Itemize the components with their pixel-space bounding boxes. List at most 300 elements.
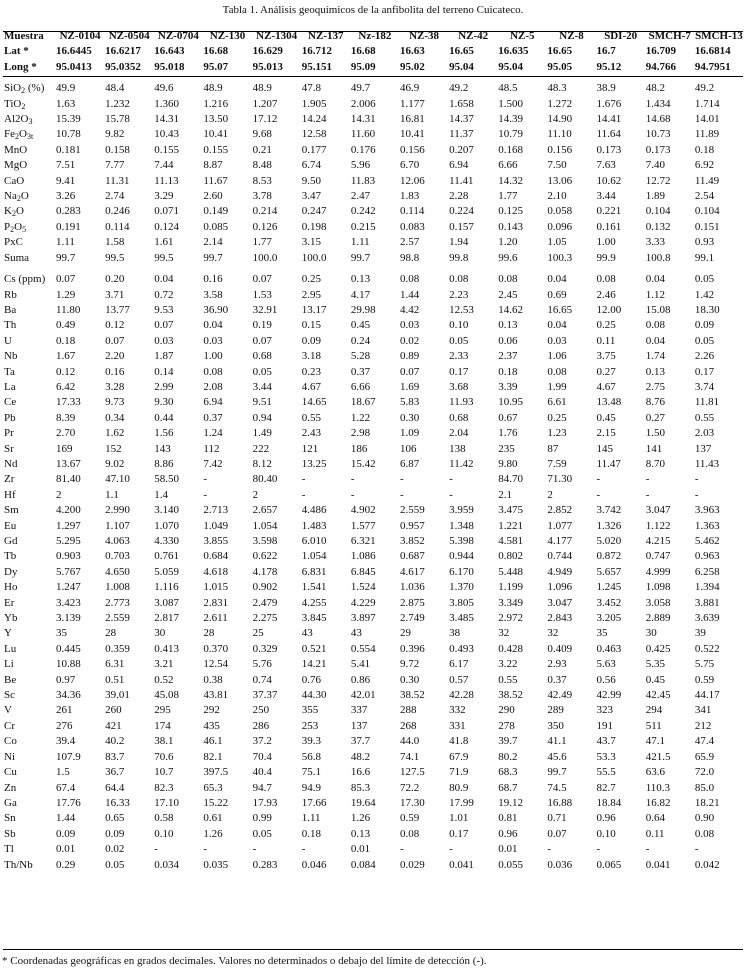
table-cell: 1.01 [449,812,469,825]
table-cell: 186 [350,442,368,455]
table-cell: 0.428 [498,642,524,655]
table-cell: 0.55 [498,673,518,686]
table-cell: 1.29 [56,288,76,301]
table-cell: 0.02 [399,334,420,347]
table-cell: 16.65 [547,303,573,316]
table-cell: 0.13 [350,273,371,286]
table-cell: 295 [154,704,171,717]
table-cell: 14.62 [498,303,524,316]
table-cell: 9.51 [252,396,272,409]
row-label [3,189,55,204]
table-cell: 12.58 [301,128,327,141]
table-cell: 6.845 [350,565,376,578]
major-oxide-row [3,81,743,96]
table-cell: 2.14 [203,236,223,249]
table-cell: 1.58 [105,236,125,249]
table-cell: 85.3 [350,781,371,794]
table-cell: 5.41 [350,658,371,671]
table-cell: 0.51 [105,673,125,686]
table-cell: 260 [105,704,122,717]
row-label: Pb [4,411,16,424]
table-cell: 0.07 [252,273,272,286]
table-cell: 0.65 [105,812,125,825]
table-cell: 37.7 [350,735,371,748]
table-cell: 5.96 [350,159,371,172]
table-cell: - [547,843,552,856]
table-cell: 3.855 [203,535,229,547]
table-cell: 2.10 [547,190,567,203]
table-cell: 2.559 [399,504,425,517]
table-cell: 0.191 [56,220,81,233]
table-cell: 4.67 [596,380,616,393]
table-cell: 1.500 [498,97,524,110]
table-cell: 14.32 [498,174,524,187]
table-cell: 1.12 [645,288,665,301]
table-cell: 6.66 [350,380,371,393]
table-cell: 0.96 [596,812,616,825]
oxide-formula-part: MgO [4,159,28,172]
row-label: Er [4,596,15,609]
table-cell: 81.40 [56,473,81,486]
table-cell: 143 [154,442,171,455]
table-cell: 16.65 [547,45,573,58]
table-cell: 9.53 [154,303,174,316]
table-cell: 1.245 [596,581,622,594]
table-cell: 2.74 [105,190,125,203]
table-cell: 5.295 [56,535,81,547]
trace-element-row [3,765,743,780]
table-cell: 94.7951 [694,60,731,73]
table-cell: 1.11 [56,236,75,249]
trace-element-row [3,457,743,472]
table-cell: 1.247 [56,581,81,594]
table-cell: 0.161 [596,220,622,233]
table-cell: 0.12 [105,319,125,332]
major-oxide-row [3,220,743,235]
table-cell: 49.2 [694,82,715,95]
table-cell: 16.6217 [105,45,141,58]
table-cell: 99.6 [498,251,518,264]
oxide-subscript: 2 [11,209,16,219]
table-cell: 2.04 [449,427,469,440]
major-oxide-row [3,97,743,112]
table-cell: 0.156 [399,143,425,156]
table-cell: 99.7 [547,766,567,779]
table-cell: - [399,488,404,501]
table-cell: 39.01 [105,689,130,702]
table-cell: 32.91 [252,303,278,316]
table-cell: 65.9 [694,750,715,763]
table-cell: 19.64 [350,796,376,809]
table-cell: 4.200 [56,504,81,517]
table-cell: 44.0 [399,735,420,748]
table-cell: 0.747 [645,550,671,563]
table-cell: 2.47 [350,190,371,203]
table-cell: 0.522 [694,642,720,655]
table-cell: 1.61 [154,236,174,249]
table-cell: 3.852 [399,535,425,547]
table-cell: 2.93 [547,658,567,671]
table-cell: 1.077 [547,519,573,532]
table-cell: 3.047 [547,596,573,609]
row-label: Long * [4,60,37,73]
trace-element-row [3,395,743,410]
table-cell: 13.25 [301,457,327,470]
table-cell: 4.42 [399,303,420,316]
table-cell: 39 [694,627,706,640]
table-cell: 100.0 [252,251,278,264]
table-cell: 1.62 [105,427,125,440]
footnote: * Coordenadas geográficas en grados decimales. Valores no determinados o debajo del límite de detección (-). [2,955,487,967]
oxide-formula-part: Na [4,190,17,203]
table-cell: 46.1 [203,735,223,748]
table-cell: - [596,473,601,486]
table-cell: 10.41 [399,128,425,141]
trace-element-row [3,534,743,549]
table-cell: 82.3 [154,781,174,794]
geochem-table-container [3,29,743,873]
table-cell: 0.69 [547,288,567,301]
table-cell: 0.09 [105,827,125,840]
table-cell: 2.75 [645,380,665,393]
table-cell: - [694,843,699,856]
table-cell: 0.18 [498,365,518,378]
table-cell: 10.88 [56,658,81,671]
table-cell: 292 [203,704,220,717]
table-cell: 42.99 [596,689,622,702]
oxide-formula-part: K [4,205,12,218]
table-cell: 0.17 [449,365,469,378]
table-cell: 1.76 [498,427,518,440]
table-cell: 94.7 [252,781,272,794]
table-cell: 0.13 [645,365,665,378]
table-cell: 2.28 [449,190,469,203]
table-cell: 58.50 [154,473,180,486]
table-cell: 13.77 [105,303,130,316]
oxide-subscript: 2 [21,86,26,96]
row-label [3,174,55,189]
oxide-subscript: 2 [15,132,19,142]
trace-element-row [3,719,743,734]
row-label [3,81,55,96]
trace-element-row [3,488,743,503]
table-cell: 286 [252,719,270,732]
table-cell: 0.114 [105,220,130,233]
row-label [3,127,55,142]
table-cell: 4.617 [399,565,425,578]
table-cell: 49.2 [449,82,469,95]
table-cell: 15.42 [350,457,376,470]
table-cell: 11.93 [449,396,474,409]
table-cell: 0.25 [547,411,567,424]
table-cell: 9.50 [301,174,321,187]
major-oxide-row [3,127,743,142]
oxide-subscript: 2 [21,101,26,111]
table-cell: 1.272 [547,97,573,110]
coordinate-row [3,44,743,59]
row-label: Nb [4,350,18,363]
table-cell: 0.10 [154,827,174,840]
table-cell: 99.5 [105,251,125,264]
table-cell: 3.15 [301,236,321,249]
table-cell: 38.1 [154,735,174,748]
table-cell: 65.3 [203,781,223,794]
table-cell: 80.2 [498,750,518,763]
table-cell: 0.89 [399,350,420,363]
table-cell: 9.30 [154,396,174,409]
table-cell: 0.11 [596,334,616,347]
table-cell: 3.639 [694,612,720,625]
table-cell: 0.49 [56,319,76,332]
table-cell: 16.712 [301,45,332,58]
table-cell: 53.3 [596,750,616,763]
table-cell: 87 [547,442,559,455]
table-cell: 0.06 [498,334,518,347]
table-cell: 145 [596,442,614,455]
table-cell: 0.957 [399,519,425,532]
row-label: Yb [4,612,18,625]
table-cell: 1.008 [105,581,130,594]
table-cell: 28 [203,627,215,640]
table-cell: 0.74 [252,673,272,686]
table-cell: 38.9 [596,82,616,95]
table-cell: 95.07 [203,60,229,73]
table-cell: 0.55 [694,411,715,424]
table-cell: 8.48 [252,159,272,172]
table-cell: 7.42 [203,457,223,470]
table-cell: 32 [498,627,510,640]
table-cell: 1.20 [498,236,518,249]
table-cell: 6.831 [301,565,327,578]
table-cell: 40.4 [252,766,272,779]
table-cell: 43.81 [203,689,229,702]
table-cell: 0.214 [252,205,278,218]
table-cell: 0.684 [203,550,229,563]
table-cell: 11.80 [56,303,81,316]
table-cell: 0.143 [498,220,524,233]
table-cell: 10.62 [596,174,622,187]
table-cell: 1.177 [399,97,425,110]
table-cell: 1.4 [154,488,169,501]
table-cell: 1.054 [301,550,327,563]
table-cell: 0.96 [498,827,518,840]
table-cell: 2.60 [203,190,223,203]
sample-header: NZ-0704 [157,30,199,42]
row-label: Zr [4,473,15,486]
major-elements-body [3,81,743,272]
table-cell: 95.02 [399,60,425,73]
table-cell: 12.06 [399,174,425,187]
table-cell: 5.398 [449,535,474,547]
table-cell: 45.6 [547,750,567,763]
row-label [3,158,55,173]
table-cell: 1.94 [449,236,469,249]
table-cell: 36.90 [203,303,229,316]
table-cell: 0.046 [301,858,327,871]
table-cell: 9.72 [399,658,420,671]
row-label: Ta [4,365,15,378]
table-cell: 39.3 [301,735,321,748]
table-cell: 0.176 [350,143,376,156]
table-cell: 0.30 [399,673,420,686]
table-cell: 0.703 [105,550,130,563]
table-cell: 83.7 [105,750,125,763]
trace-element-row [3,611,743,626]
table-cell: 0.104 [694,205,720,218]
table-cell: 0.173 [645,143,671,156]
table-cell: 3.205 [596,612,622,625]
table-cell: 99.7 [56,251,76,264]
row-label [3,112,55,127]
table-cell: 1.199 [498,581,524,594]
table-cell: 0.20 [105,273,125,286]
table-cell: 95.018 [154,60,185,73]
table-cell: 3.26 [56,190,76,203]
table-cell: 2.852 [547,504,573,517]
table-cell: 56.8 [301,750,321,763]
table-cell: 0.041 [449,858,474,871]
row-label: Tl [4,843,14,856]
table-cell: 68.7 [498,781,518,794]
table-cell: 1.53 [252,288,272,301]
trace-element-row [3,334,743,349]
table-cell: - [645,473,650,486]
row-label: La [4,380,16,393]
row-label: Sr [4,442,14,455]
table-cell: 11.64 [596,128,621,141]
table-cell: 19.12 [498,796,524,809]
table-cell: 112 [203,442,220,455]
major-oxide-row [3,204,743,219]
row-label: Nd [4,457,18,470]
table-cell: 0.224 [449,205,474,218]
table-cell: 10.79 [498,128,524,141]
table-cell: 0.035 [203,858,229,871]
table-cell: 2.98 [350,427,371,440]
table-cell: 3.44 [596,190,616,203]
major-oxide-row [3,251,743,266]
table-cell: 0.99 [252,812,272,825]
table-cell: 1.24 [203,427,223,440]
table-cell: 1.676 [596,97,622,110]
table-cell: 8.87 [203,159,223,172]
table-cell: 0.124 [154,220,180,233]
table-cell: 2 [56,488,62,501]
table-cell: 288 [399,704,417,717]
trace-element-row [3,642,743,657]
table-cell: 0.05 [449,334,469,347]
table-cell: 11.42 [449,457,474,470]
sample-header: SDI-20 [604,30,638,42]
table-cell: 3.33 [645,236,665,249]
trace-element-row [3,519,743,534]
table-cell: 11.47 [596,457,621,470]
trace-element-row [3,781,743,796]
table-cell: 0.370 [203,642,229,655]
table-cell: 2.559 [105,612,130,625]
table-cell: 191 [596,719,614,732]
table-cell: 7.51 [56,159,76,172]
table-cell: 14.31 [154,113,180,126]
table-cell: 84.70 [498,473,524,486]
table-cell: 16.6 [350,766,371,779]
table-cell: 9.68 [252,128,272,141]
oxide-formula-part: P [4,220,11,233]
table-cell: 6.61 [547,396,567,409]
table-cell: 3.21 [154,658,174,671]
row-label: Be [4,673,17,686]
table-cell: 3.742 [596,504,622,517]
table-cell: 110.3 [645,781,671,794]
table-cell: 0.18 [301,827,321,840]
row-label: Zn [4,781,17,794]
trace-element-row [3,858,743,873]
table-cell: 0.34 [105,411,125,424]
row-label: Ce [4,396,17,409]
table-cell: 0.104 [645,205,671,218]
table-cell: 121 [301,442,319,455]
table-cell: 13.67 [56,457,81,470]
table-cell: 421.5 [645,750,671,763]
table-cell: 0.083 [399,220,425,233]
table-cell: 0.963 [694,550,720,563]
oxide-formula-part: Al2O [4,113,29,126]
table-cell: 0.14 [154,365,174,378]
table-cell: 2.46 [596,288,616,301]
table-cell: 3.139 [56,612,81,625]
table-cell: 1.77 [498,190,518,203]
table-cell: 0.058 [547,205,573,218]
table-cell: 0.042 [694,858,720,871]
table-cell: 0.57 [449,673,469,686]
table-cell: 4.999 [645,565,671,578]
sample-header: NZ-130 [209,30,246,42]
table-cell: 40.2 [105,735,125,748]
table-cell: 1.09 [399,427,420,440]
table-cell: 13.50 [203,113,229,126]
table-cell: 48.4 [105,82,125,95]
table-cell: 1.363 [694,519,720,532]
table-cell: 0.156 [547,143,573,156]
row-label: Rb [4,288,17,301]
table-cell: 0.29 [56,858,76,871]
table-cell: 6.94 [449,159,469,172]
table-cell: 0.687 [399,550,425,563]
row-label [3,235,55,250]
table-cell: 2.875 [399,596,425,609]
table-cell: 2.08 [203,380,223,393]
table-cell: 49.6 [154,82,174,95]
table-cell: 99.5 [154,251,174,264]
row-label: Lu [4,642,17,655]
trace-element-row [3,657,743,672]
table-cell: 0.554 [350,642,376,655]
table-cell: 0.81 [498,812,518,825]
table-cell: 0.802 [498,550,524,563]
trace-element-row [3,565,743,580]
table-cell: 15.08 [645,303,671,316]
table-cell: 29 [399,627,411,640]
trace-element-row [3,580,743,595]
table-cell: 17.12 [252,113,278,126]
table-cell: 0.68 [252,350,272,363]
table-cell: 0.07 [154,319,174,332]
sample-header: NZ-1304 [256,30,298,42]
table-cell: 4.229 [350,596,376,609]
table-cell: 5.35 [645,658,665,671]
table-cell: 0.198 [301,220,327,233]
table-cell: 1.99 [547,380,567,393]
